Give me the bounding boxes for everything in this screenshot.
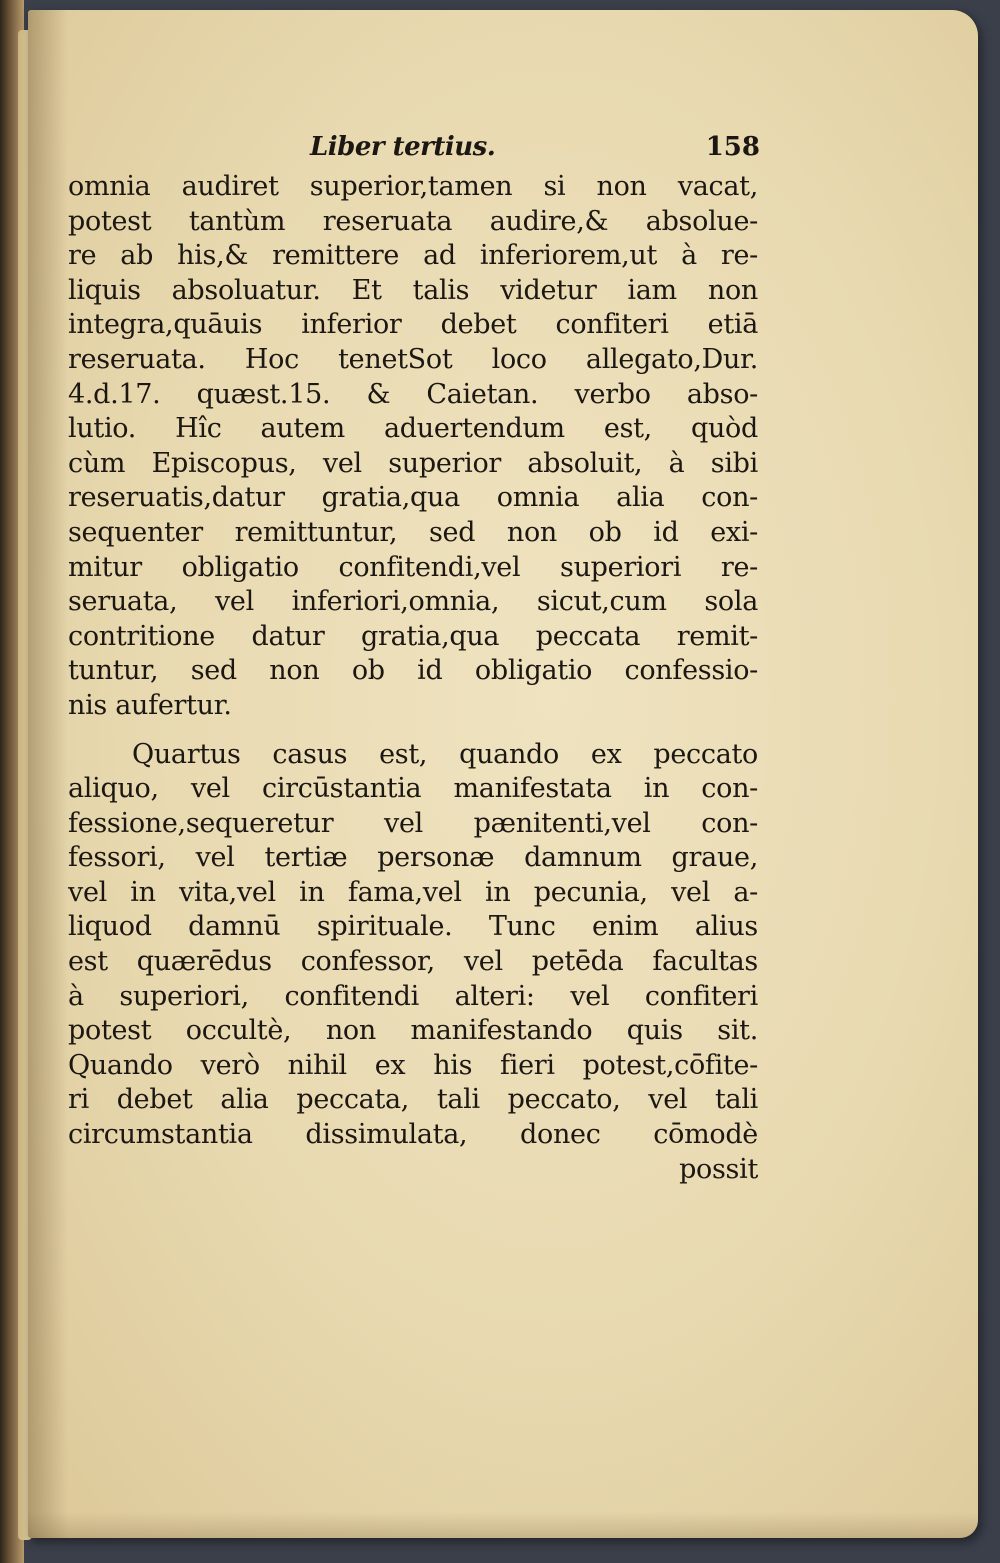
text-line: reseruata. Hoc tenetSot loco allegato,Dur. bbox=[68, 343, 758, 375]
text-line: seruata, vel inferiori,omnia, sicut,cum sola bbox=[68, 586, 758, 618]
text-line: mitur obligatio confitendi,vel superiori re- bbox=[68, 551, 758, 583]
page-header bbox=[68, 130, 758, 170]
text-line: re ab his,& remittere ad inferiorem,ut à re- bbox=[68, 240, 758, 272]
text-line: vel in vita,vel in fama,vel in pecunia, vel a- bbox=[68, 876, 758, 908]
text-line: aliquo, vel circūstantia manifestata in con- bbox=[68, 773, 758, 805]
text-line: omnia audiret superior,tamen si non vacat, bbox=[68, 171, 758, 202]
running-title: Liber tertius. bbox=[310, 132, 496, 162]
text-block bbox=[68, 130, 758, 1187]
text-line: Quartus casus est, quando ex peccato bbox=[132, 738, 758, 770]
text-line: potest tantùm reseruata audire,& absolue- bbox=[68, 205, 758, 237]
text-line: Quando verò nihil ex his fieri potest,cōfite- bbox=[68, 1049, 758, 1081]
text-line: contritione datur gratia,qua peccata remit- bbox=[68, 620, 758, 652]
paragraph-1 bbox=[68, 170, 758, 724]
text-line: à superiori, confitendi alteri: vel confiteri bbox=[68, 980, 758, 1012]
page-number: 158 bbox=[705, 132, 760, 162]
text-line: fessione,sequeretur vel pænitenti,vel con- bbox=[68, 807, 758, 839]
text-line: reseruatis,datur gratia,qua omnia alia con- bbox=[68, 482, 758, 514]
paragraph-gap bbox=[68, 724, 758, 738]
text-line: tuntur, sed non ob id obligatio confessio- bbox=[68, 655, 758, 687]
paragraph-2 bbox=[68, 738, 758, 1153]
text-line: circumstantia dissimulata, donec cōmodè bbox=[68, 1119, 758, 1151]
text-line: liquod damnū spirituale. Tunc enim alius bbox=[68, 911, 758, 943]
text-line: 4.d.17. quæst.15. & Caietan. verbo abso- bbox=[68, 378, 758, 410]
text-line: integra,quāuis inferior debet confiteri etiā bbox=[68, 309, 758, 341]
text-line: sequenter remittuntur, sed non ob id exi- bbox=[68, 516, 758, 548]
page-bottom-shadow bbox=[28, 1512, 978, 1538]
text-line: nis aufertur. bbox=[68, 689, 232, 721]
text-line: est quærēdus confessor, vel petēda facultas bbox=[68, 946, 758, 978]
text-line: potest occultè, non manifestando quis sit. bbox=[68, 1015, 758, 1047]
text-line: ri debet alia peccata, tali peccato, vel tali bbox=[68, 1084, 758, 1116]
text-line: fessori, vel tertiæ personæ damnum graue, bbox=[68, 842, 758, 874]
catchword: possit bbox=[679, 1153, 758, 1185]
gutter-shadow bbox=[28, 10, 68, 1538]
text-line: cùm Episcopus, vel superior absoluit, à sibi bbox=[68, 447, 758, 479]
book-page bbox=[28, 10, 978, 1538]
text-line: lutio. Hîc autem aduertendum est, quòd bbox=[68, 413, 758, 445]
text-line: liquis absoluatur. Et talis videtur iam non bbox=[68, 274, 758, 306]
